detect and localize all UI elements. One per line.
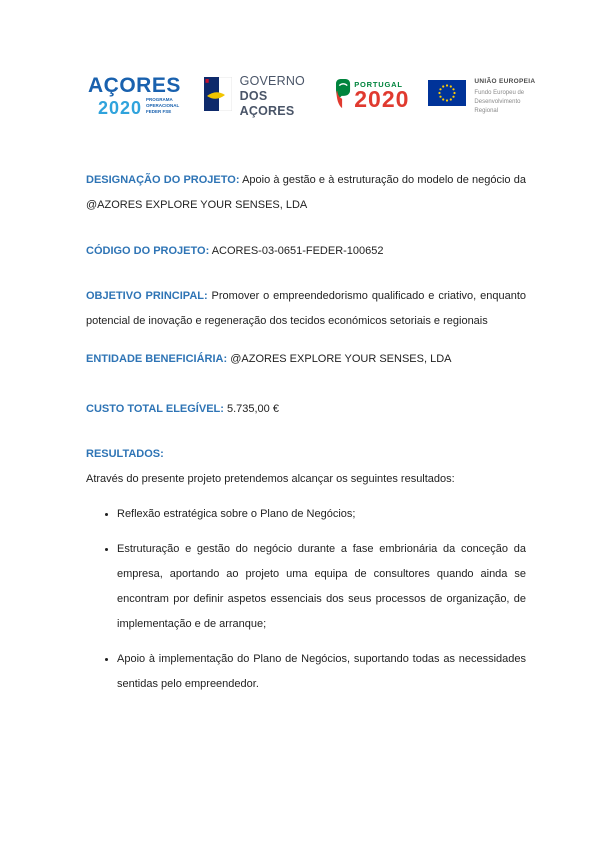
acores-2020-logo [88, 75, 191, 117]
governo-logo-text: GOVERNO DOS AÇORES [239, 73, 305, 118]
results-intro: Através do presente projeto pretendemos alcançar os seguintes resultados: [86, 473, 455, 485]
field-entidade-beneficiaria [86, 347, 526, 372]
field-codigo-projeto [86, 239, 526, 264]
field-value: @AZORES EXPLORE YOUR SENSES, LDA [227, 353, 452, 365]
azores-flag-icon [204, 77, 232, 116]
portugal-flag-icon [336, 78, 351, 115]
results-list-item: • Apoio à implementação do Plano de Negócios, suportando todas as necessidades sentidas pelo empreendedor. [117, 647, 526, 697]
field-value: Apoio à gestão e à estruturação do modelo de negócio da @AZORES EXPLORE YOUR SENSES, LDA [86, 174, 526, 211]
field-label: ENTIDADE BENEFICIÁRIA: [86, 353, 228, 365]
portugal-2020-text: PORTUGAL 2020 [354, 79, 410, 113]
results-list-item: • Estruturação e gestão do negócio durante a fase embrionária da conceção da empresa, aportando ao projeto uma equipa de consultores quando ainda se encontram por definir aspetos essenciais dos seus processos de organização, de implementação e de arranque; [117, 537, 526, 637]
field-value: Promover o empreendedorismo qualificado e criativo, enquanto potencial de inovação e regeneração dos tecidos económicos setoriais e regionais [86, 290, 527, 327]
uniao-europeia-logo [428, 77, 540, 115]
field-objetivo-principal [86, 284, 526, 334]
governo-dos-acores-logo [204, 74, 320, 119]
acores-logo-subtitle: PROGRAMA OPERACIONAL FEDER FSE [146, 97, 180, 114]
results-list [86, 502, 526, 697]
field-designacao-projeto [86, 168, 526, 218]
eu-logo-text: UNIÃO EUROPEIA Fundo Europeu de Desenvolvimento Regional [474, 77, 536, 114]
funding-logos-header [88, 72, 540, 120]
field-label: DESIGNAÇÃO DO PROJETO: [86, 174, 240, 186]
field-value: ACORES-03-0651-FEDER-100652 [209, 245, 384, 257]
results-heading: RESULTADOS: [86, 448, 164, 460]
field-custo-total-elegivel [86, 397, 526, 422]
field-label: CUSTO TOTAL ELEGÍVEL: [86, 403, 224, 415]
document-content [86, 118, 526, 707]
field-label: CÓDIGO DO PROJETO: [86, 245, 210, 257]
results-list-item: • Reflexão estratégica sobre o Plano de Negócios; [117, 502, 526, 527]
acores-logo-year: 2020 [98, 97, 143, 118]
field-label: OBJETIVO PRINCIPAL: [86, 290, 208, 302]
eu-flag-icon [428, 80, 466, 111]
acores-logo-wordmark: AÇORES [88, 74, 181, 98]
portugal-2020-logo [336, 78, 409, 115]
acores-logo-year-row [88, 97, 191, 117]
field-value: 5.735,00 € [223, 403, 279, 415]
